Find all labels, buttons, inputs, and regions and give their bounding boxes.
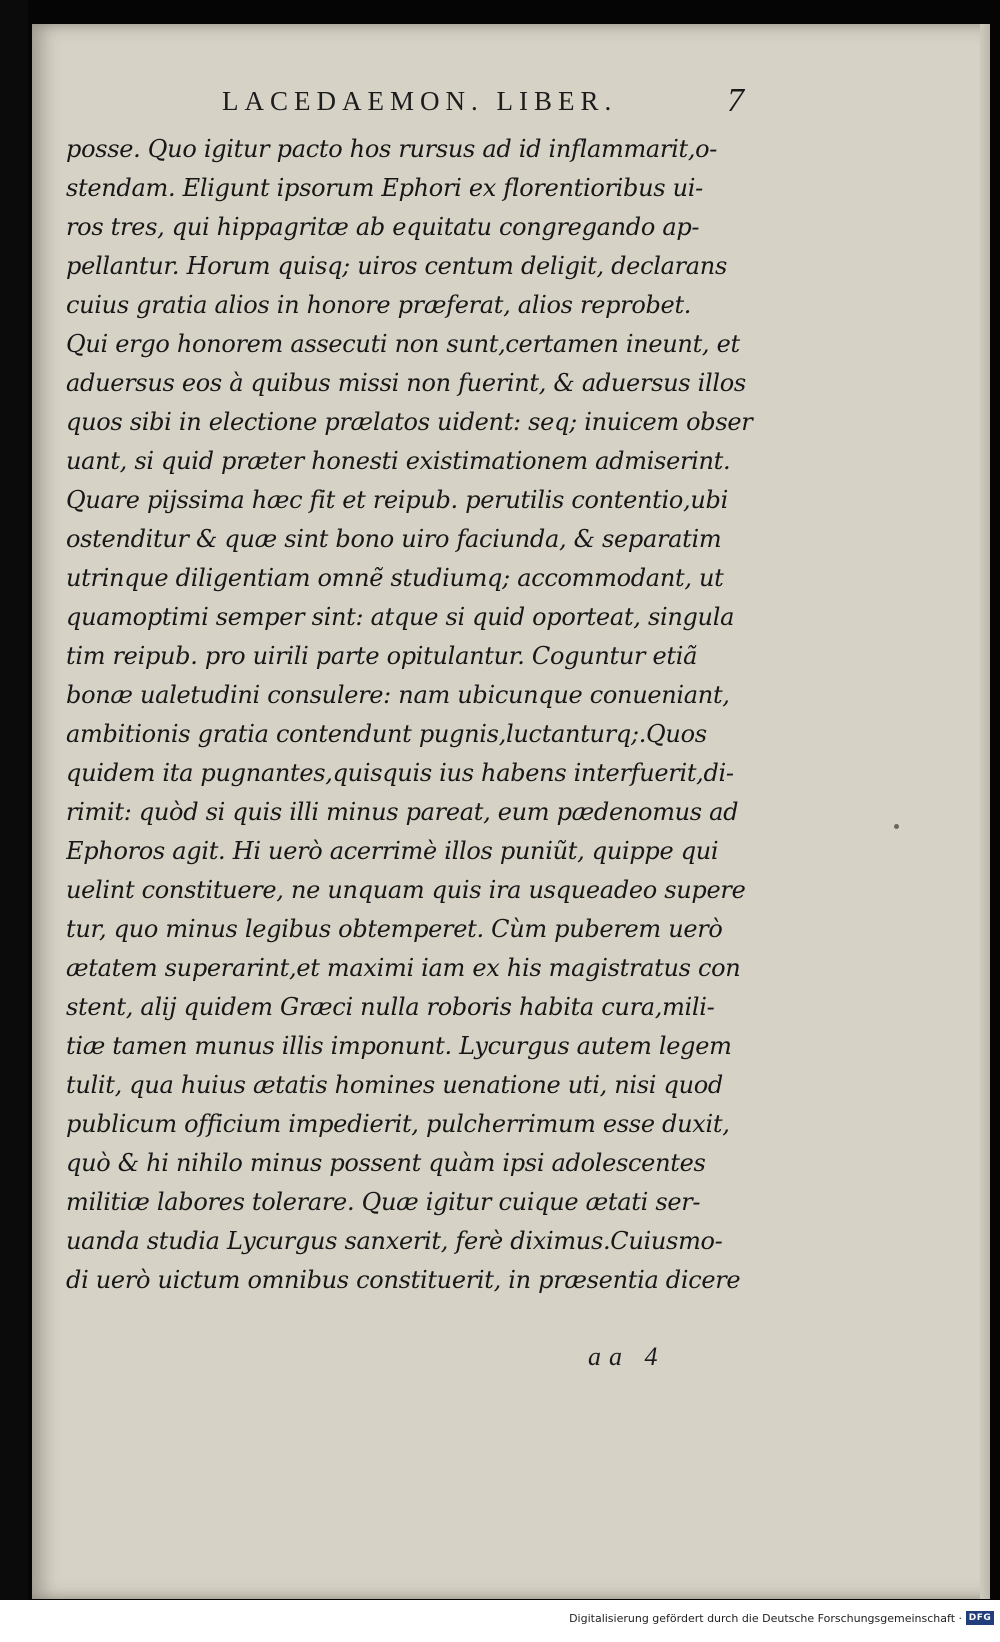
book-page xyxy=(32,24,990,1599)
text-line: militiæ labores tolerare. Quæ igitur cuique ætati ser- xyxy=(66,1188,701,1216)
text-line: tulit, qua huius ætatis homines uenatione uti, nisi quod xyxy=(66,1071,723,1099)
text-line: di uerò uictum omnibus constituerit, in præsentia dicere xyxy=(66,1266,741,1294)
running-head xyxy=(182,82,782,126)
text-line: bonæ ualetudini consulere: nam ubicunque conueniant, xyxy=(66,681,730,709)
text-line: publicum officium impedierit, pulcherrimum esse duxit, xyxy=(66,1110,730,1138)
text-line: pellantur. Horum quisq; uiros centum deligit, declarans xyxy=(66,252,727,280)
running-title: LACEDAEMON. LIBER. xyxy=(222,86,618,116)
text-line: aduersus eos à quibus missi non fuerint, & aduersus illos xyxy=(66,369,746,397)
text-line: quamoptimi semper sint: atque si quid oporteat, singula xyxy=(66,603,735,631)
text-line: tur, quo minus legibus obtemperet. Cùm puberem uerò xyxy=(66,915,723,943)
text-line: Ephoros agit. Hi uerò acerrimè illos puniũt, quippe qui xyxy=(66,837,719,865)
page-number: 7 xyxy=(727,82,744,119)
text-line: ætatem superarint,et maximi iam ex his magistratus con xyxy=(66,954,741,982)
text-line: utrinque diligentiam omnẽ studiumq; accommodant, ut xyxy=(66,564,724,592)
text-line: uelint constituere, ne unquam quis ira usqueadeo supere xyxy=(66,876,746,904)
text-line: quos sibi in electione prælatos uident: seq; inuicem obser xyxy=(66,408,753,436)
text-line: Quare pijssima hæc fit et reipub. perutilis contentio,ubi xyxy=(66,486,728,514)
text-line: ambitionis gratia contendunt pugnis,luctanturq;.Quos xyxy=(66,720,707,748)
dfg-logo-icon: DFG xyxy=(966,1611,994,1625)
scan-left-margin xyxy=(0,0,28,1600)
digitization-footer xyxy=(0,1600,1000,1642)
text-line: uant, si quid præter honesti existimationem admiserint. xyxy=(66,447,731,475)
page-edge xyxy=(980,24,990,1599)
text-line: quò & hi nihilo minus possent quàm ipsi adolescentes xyxy=(66,1149,706,1177)
text-line: tim reipub. pro uirili parte opitulantur. Coguntur etiã xyxy=(66,642,698,670)
text-line: tiæ tamen munus illis imponunt. Lycurgus autem legem xyxy=(66,1032,732,1060)
funding-credit: Digitalisierung gefördert durch die Deutsche Forschungsgemeinschaft · xyxy=(569,1612,962,1625)
text-line: stendam. Eligunt ipsorum Ephori ex florentioribus ui- xyxy=(66,174,703,202)
text-line: uanda studia Lycurgus sanxerit, ferè diximus.Cuiusmo- xyxy=(66,1227,723,1255)
text-line: ros tres, qui hippagritæ ab equitatu congregando ap- xyxy=(66,213,700,241)
body-text xyxy=(66,130,766,1300)
text-line: ostenditur & quæ sint bono uiro faciunda, & separatim xyxy=(66,525,722,553)
text-line: Qui ergo honorem assecuti non sunt,certamen ineunt, et xyxy=(66,330,740,358)
paper-speck xyxy=(894,824,899,829)
text-line: cuius gratia alios in honore præferat, alios reprobet. xyxy=(66,291,692,319)
text-line: stent, alij quidem Græci nulla roboris habita cura,mili- xyxy=(66,993,715,1021)
text-line: rimit: quòd si quis illi minus pareat, eum pædenomus ad xyxy=(66,798,739,826)
text-line: quidem ita pugnantes,quisquis ius habens interfuerit,di- xyxy=(66,759,734,787)
text-line: posse. Quo igitur pacto hos rursus ad id inflammarit,o- xyxy=(66,135,718,163)
signature-mark: aa 4 xyxy=(588,1342,666,1371)
